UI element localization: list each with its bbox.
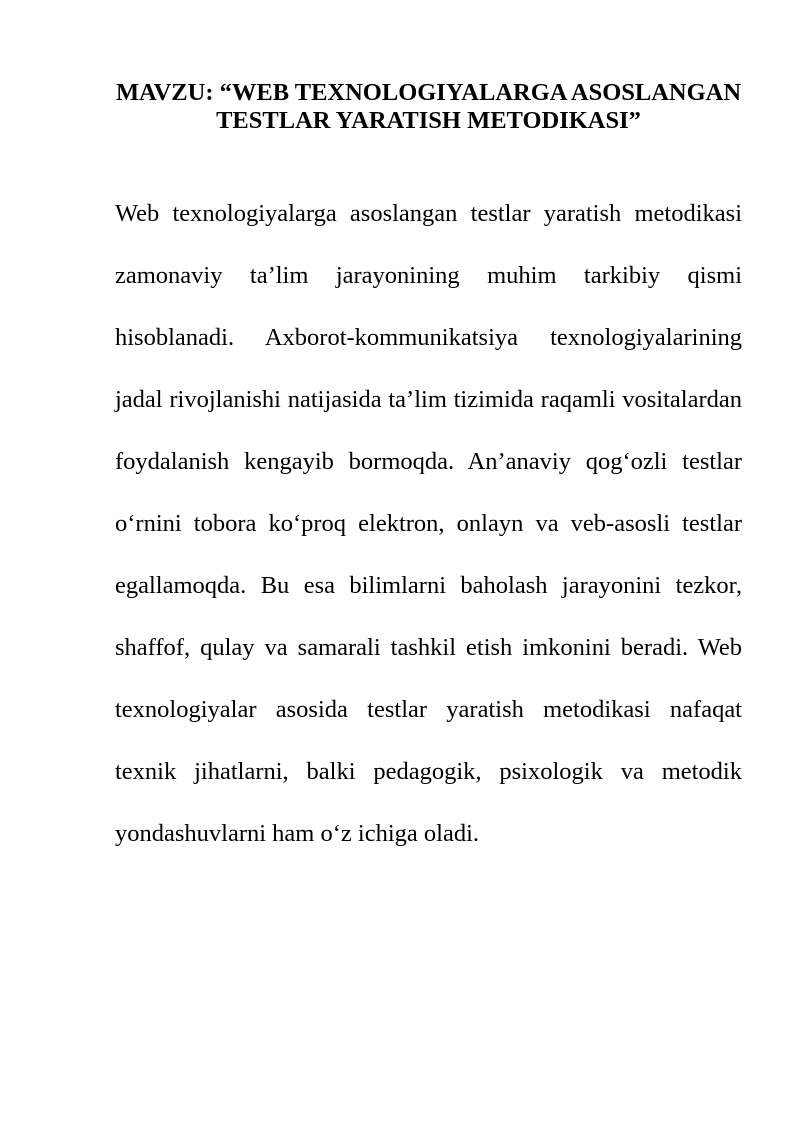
body-paragraph: Web texnologiyalarga asoslangan testlar yaratish metodikasi zamonaviy ta’lim jarayonining muhim tarkibiy qismi hisoblanadi. Axborot-kommunikatsiya texnologiyalarining jadal rivojlanishi natijasida ta’lim tizimida raqamli vositalardan foydalanish kengayib bormoqda. An’anaviy qog‘ozli testlar o‘rnini tobora ko‘proq elektron, onlayn va veb-asosli testlar egallamoqda. Bu esa bilimlarni baholash jarayonini tezkor, shaffof, qulay va samarali tashkil etish imkonini beradi. Web texnologiyalar asosida testlar yaratish metodikasi nafaqat texnik jihatlarni, balki pedagogik, psixologik va metodik yondashuvlarni ham o‘z ichiga oladi.: [115, 200, 742, 847]
document-title: MAVZU: “WEB TEXNOLOGIYALARGA ASOSLANGAN TESTLAR YARATISH METODIKASI”: [115, 79, 742, 134]
